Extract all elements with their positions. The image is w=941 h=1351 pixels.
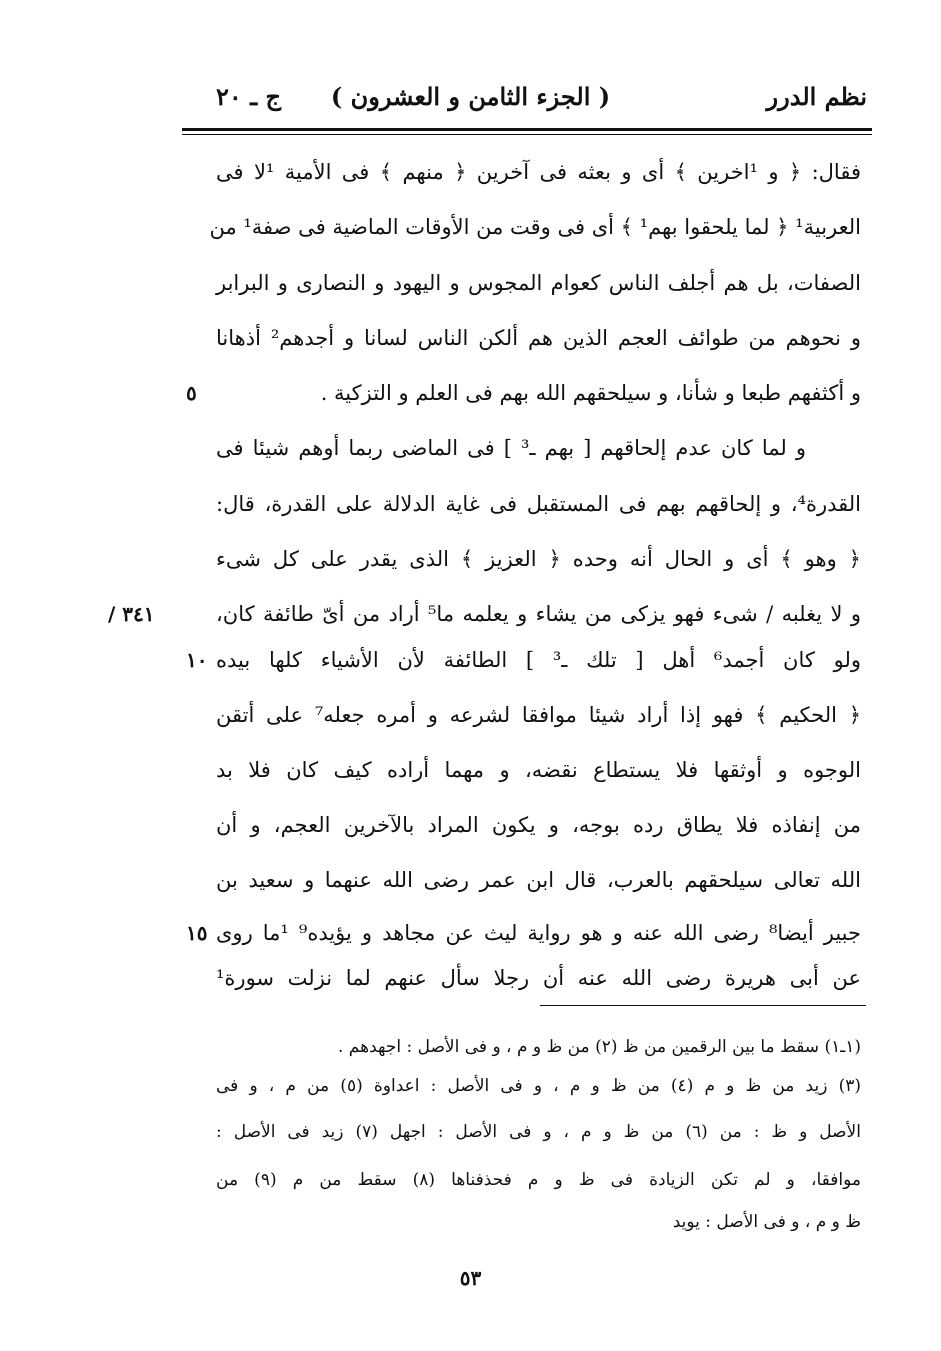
line-number-15: ١٥ bbox=[186, 921, 208, 945]
book-title: نظم الدرر bbox=[766, 82, 867, 111]
text-line: جبير أيضا⁸ رضى الله عنه و هو رواية ليث عن مجاهد و يؤيده⁹ ¹ما روى bbox=[216, 921, 861, 945]
line-number-10: ١٠ bbox=[186, 648, 208, 672]
footnote-line: ظ و م ، و فى الأصل : يويد bbox=[672, 1212, 861, 1232]
text-line: من إنفاذه فلا يطاق رده بوجه، و يكون المراد بالآخرين العجم، و أن bbox=[216, 813, 861, 837]
page-number: ٥٣ bbox=[459, 1266, 482, 1290]
text-line: القدرة⁴، و إلحاقهم بهم فى المستقبل فى غاية الدلالة على القدرة، قال: bbox=[216, 492, 861, 516]
part-title: ( الجزء الثامن و العشرون ) bbox=[330, 82, 611, 111]
text-line: و أكثفهم طبعا و شأنا، و سيلحقهم الله بهم فى العلم و التزكية . bbox=[320, 381, 861, 405]
margin-reference: ٣٤١ / bbox=[108, 602, 155, 626]
text-line: الصفات، بل هم أجلف الناس كعوام المجوس و اليهود و النصارى و البرابر bbox=[216, 271, 861, 295]
text-line: و نحوهم من طوائف العجم الذين هم ألكن الناس لسانا و أجدهم² أذهانا bbox=[216, 326, 862, 350]
text-line: ﴿ وهو ﴾ أى و الحال أنه وحده ﴿ العزيز ﴾ الذى يقدر على كل شىء bbox=[216, 547, 861, 571]
footnote-line: موافقا، و لم تكن الزيادة فى ظ و م فحذفناها (٨) سقط من م (٩) من bbox=[216, 1170, 862, 1190]
footnote-line: الأصل و ظ : من (٦) من ظ و م ، و فى الأصل : اجهل (٧) زيد فى الأصل : bbox=[216, 1122, 861, 1142]
footnote-line: (١ـ١) سقط ما بين الرقمين من ظ (٢) من ظ و م ، و فى الأصل : اجهدهم . bbox=[338, 1037, 861, 1057]
text-line: ولو كان أجمد⁶ أهل [ تلك ـ³ ] الطائفة لأن الأشياء كلها بيده bbox=[216, 648, 861, 672]
header-rule-thin bbox=[182, 134, 872, 135]
text-line: الوجوه و أوثقها فلا يستطاع نقضه، و مهما أراده كيف كان فلا بد bbox=[216, 758, 861, 782]
text-line: عن أبى هريرة رضى الله عنه أن رجلا سأل عنهم لما نزلت سورة¹ bbox=[216, 966, 861, 990]
header-rule bbox=[182, 128, 872, 131]
text-line: فقال: ﴿ و ¹اخرين ﴾ أى و بعثه فى آخرين ﴿ منهم ﴾ فى الأمية ¹لا فى bbox=[216, 160, 861, 184]
volume-label: ج ـ ٢٠ bbox=[216, 82, 282, 111]
footnote-line: (٣) زيد من ظ و م (٤) من ظ و م ، و فى الأصل : اعداوة (٥) من م ، و فى bbox=[216, 1076, 861, 1096]
text-line: و لا يغلبه / شىء فهو يزكى من يشاء و يعلمه ما⁵ أراد من أىّ طائفة كان، bbox=[216, 602, 861, 626]
text-line: ﴿ الحكيم ﴾ فهو إذا أراد شيئا موافقا لشرعه و أمره جعله⁷ على أتقن bbox=[216, 703, 862, 727]
line-number-5: ٥ bbox=[186, 381, 197, 405]
text-line: و لما كان عدم إلحاقهم [ بهم ـ³ ] فى الماضى ربما أوهم شيئا فى bbox=[216, 436, 806, 460]
text-line: الله تعالى سيلحقهم بالعرب، قال ابن عمر رضى الله عنهما و سعيد بن bbox=[216, 868, 861, 892]
text-line: العربية¹ ﴿ لما يلحقوا بهم¹ ﴾ أى فى وقت من الأوقات الماضية فى صفة¹ من bbox=[209, 215, 861, 239]
footnote-rule bbox=[540, 1005, 866, 1006]
